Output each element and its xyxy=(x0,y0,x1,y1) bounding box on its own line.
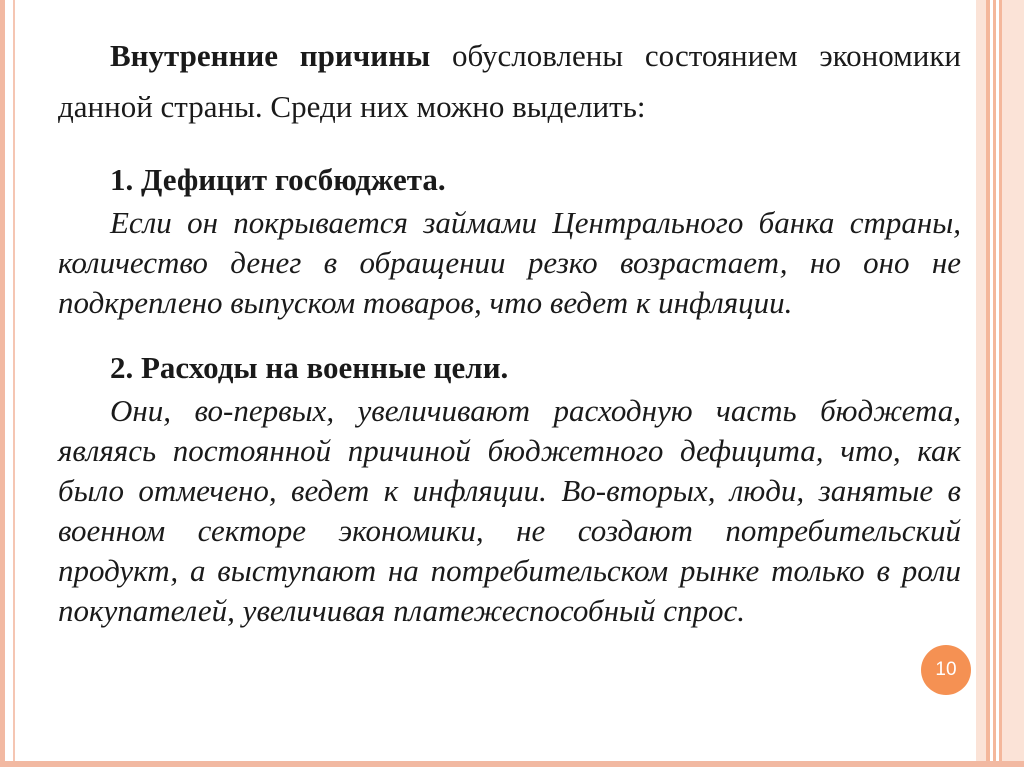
right-stripes-decoration xyxy=(976,0,1024,767)
left-border-decoration xyxy=(0,0,22,767)
item2-text: Они, во-первых, увеличивают расходную часть бюджета, являясь постоянной причиной бюджетного дефицита, что, как было отмечено, ведет к инфляции. Во-вторых, люди, занятые в военном секторе экономики, не создают потребительский продукт, а выступают на потребительском рынке только в роли покупателей, увеличивая платежеспособный спрос. xyxy=(58,393,961,628)
page-number-badge: 10 xyxy=(921,645,971,695)
intro-bold-phrase: Внутренние причины xyxy=(110,38,431,73)
item1-text: Если он покрывается займами Центрального банка страны, количество денег в обращении резко возрастает, но оно не подкреплено выпуском товаров, что ведет к инфляции. xyxy=(58,205,961,320)
item2-heading: 2. Расходы на военные цели. xyxy=(110,350,509,385)
slide-content xyxy=(58,30,961,631)
intro-paragraph xyxy=(58,30,961,132)
bottom-border-decoration xyxy=(0,761,1024,767)
item1-heading: 1. Дефицит госбюджета. xyxy=(110,162,446,197)
intro-text: обусловлены состоянием экономики данной страны. Среди них можно выделить: xyxy=(58,38,961,124)
